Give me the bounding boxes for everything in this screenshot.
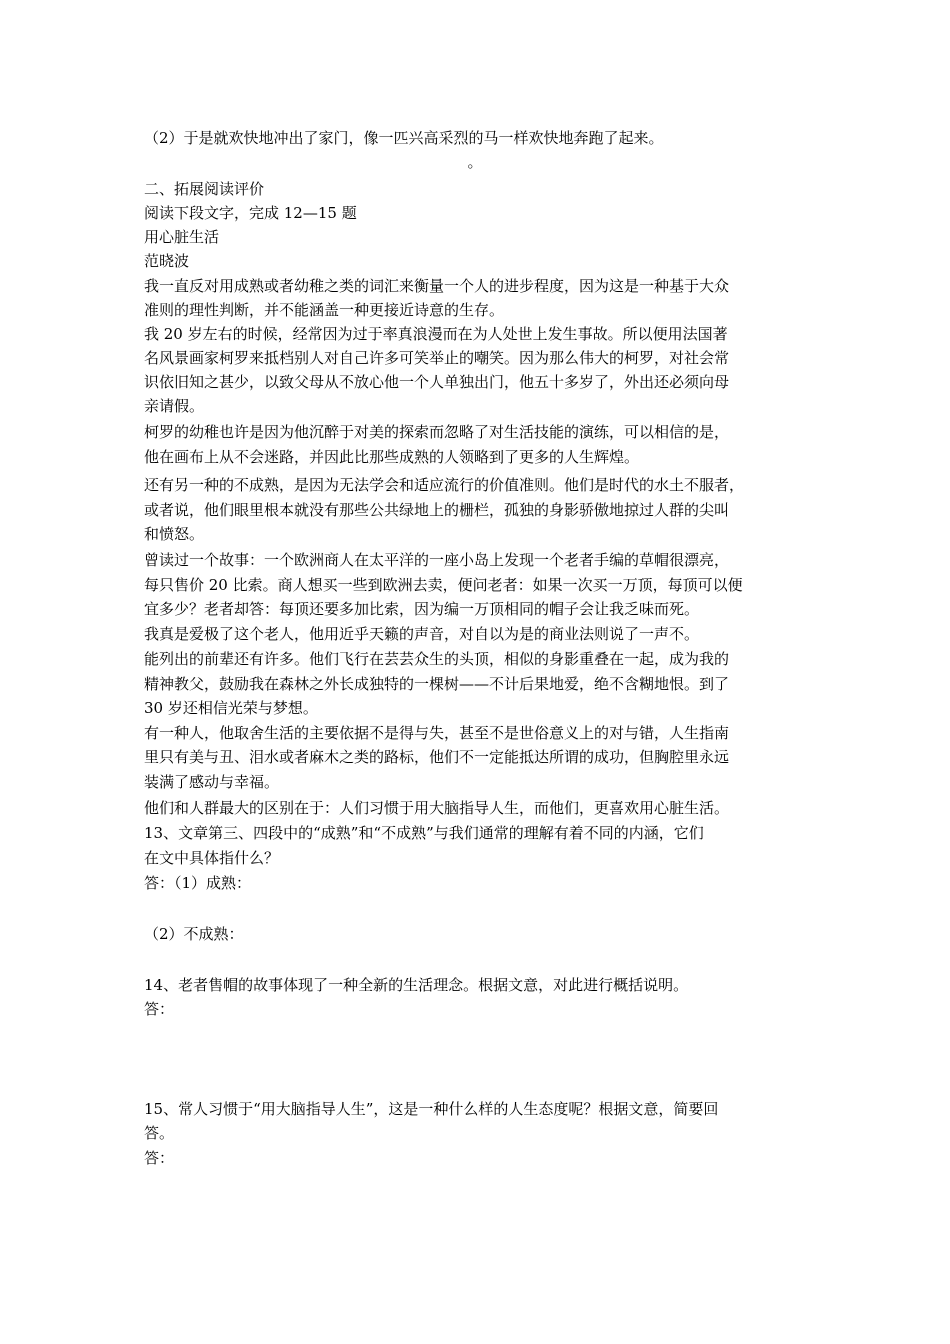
answer-13-part-1: 答：（1）成熟： (144, 874, 252, 892)
article-author: 范晓波 (144, 252, 190, 270)
paragraph-line: 曾读过一个故事：一个欧洲商人在太平洋的一座小岛上发现一个老者手编的草帽很漂亮， (144, 551, 730, 569)
paragraph-line: 他们和人群最大的区别在于：人们习惯于用大脑指导人生，而他们，更喜欢用心脏生活。 (144, 799, 730, 817)
paragraph-line: 他在画布上从不会迷路，并因此比那些成熟的人领略到了更多的人生辉煌。 (144, 448, 640, 466)
reading-instruction: 阅读下段文字，完成 12—15 题 (144, 204, 357, 222)
question-13-continued: 在文中具体指什么？ (144, 849, 280, 867)
paragraph-line: 有一种人，他取舍生活的主要依据不是得与失，甚至不是世俗意义上的对与错，人生指南 (144, 724, 730, 742)
answer-13-part-2: （2）不成熟： (144, 925, 244, 943)
paragraph-line: 还有另一种的不成熟，是因为无法学会和适应流行的价值准则。他们是时代的水土不服者， (144, 476, 745, 494)
paragraph-line: 我一直反对用成熟或者幼稚之类的词汇来衡量一个人的进步程度，因为这是一种基于大众 (144, 277, 730, 295)
paragraph-line: 装满了感动与幸福。 (144, 773, 280, 791)
paragraph-line: 柯罗的幼稚也许是因为他沉醉于对美的探索而忽略了对生活技能的演练，可以相信的是， (144, 423, 730, 441)
paragraph-line: 名风景画家柯罗来抵档别人对自己许多可笑举止的嘲笑。因为那么伟大的柯罗，对社会常 (144, 349, 730, 367)
section-heading: 二、拓展阅读评价 (144, 180, 265, 198)
paragraph-line: 或者说，他们眼里根本就没有那些公共绿地上的栅栏，孤独的身影骄傲地掠过人群的尖叫 (144, 501, 730, 519)
paragraph-line: 我真是爱极了这个老人，他用近乎天籁的声音，对自以为是的商业法则说了一声不。 (144, 625, 700, 643)
paragraph-line: 准则的理性判断，并不能涵盖一种更接近诗意的生存。 (144, 301, 505, 319)
question-13: 13、文章第三、四段中的“成熟”和“不成熟”与我们通常的理解有着不同的内涵，它们 (144, 824, 704, 842)
question-15: 15、常人习惯于“用大脑指导人生”，这是一种什么样的人生态度呢？根据文意，简要回 (144, 1100, 719, 1118)
paragraph-line: 我 20 岁左右的时候，经常因为过于率真浪漫而在为人处世上发生事故。所以便用法国著 (144, 325, 728, 343)
paragraph-line: 亲请假。 (144, 397, 205, 415)
answer-line-2: （2）于是就欢快地冲出了家门，像一匹兴高采烈的马一样欢快地奔跑了起来。 (144, 129, 664, 147)
paragraph-line: 能列出的前辈还有许多。他们飞行在芸芸众生的头顶，相似的身影重叠在一起，成为我的 (144, 650, 730, 668)
paragraph-line: 里只有美与丑、泪水或者麻木之类的路标，他们不一定能抵达所谓的成功，但胸腔里永远 (144, 748, 730, 766)
article-title: 用心脏生活 (144, 228, 220, 246)
paragraph-line: 和愤怒。 (144, 525, 205, 543)
period-mark: 。 (467, 153, 483, 171)
paragraph-line: 30 岁还相信光荣与梦想。 (144, 699, 318, 717)
answer-14: 答： (144, 1000, 175, 1018)
paragraph-line: 宜多少？老者却答：每顶还要多加比索，因为编一万顶相同的帽子会让我乏味而死。 (144, 600, 700, 618)
paragraph-line: 每只售价 20 比索。商人想买一些到欧洲去卖，便问老者：如果一次买一万顶，每顶可以便 (144, 576, 743, 594)
question-14: 14、老者售帽的故事体现了一种全新的生活理念。根据文意，对此进行概括说明。 (144, 976, 689, 994)
paragraph-line: 识依旧知之甚少，以致父母从不放心他一个人单独出门，他五十多岁了，外出还必须向母 (144, 373, 730, 391)
answer-15: 答： (144, 1149, 175, 1167)
paragraph-line: 精神教父，鼓励我在森林之外长成独特的一棵树——不计后果地爱，绝不含糊地恨。到了 (144, 675, 730, 693)
question-15-continued: 答。 (144, 1124, 175, 1142)
